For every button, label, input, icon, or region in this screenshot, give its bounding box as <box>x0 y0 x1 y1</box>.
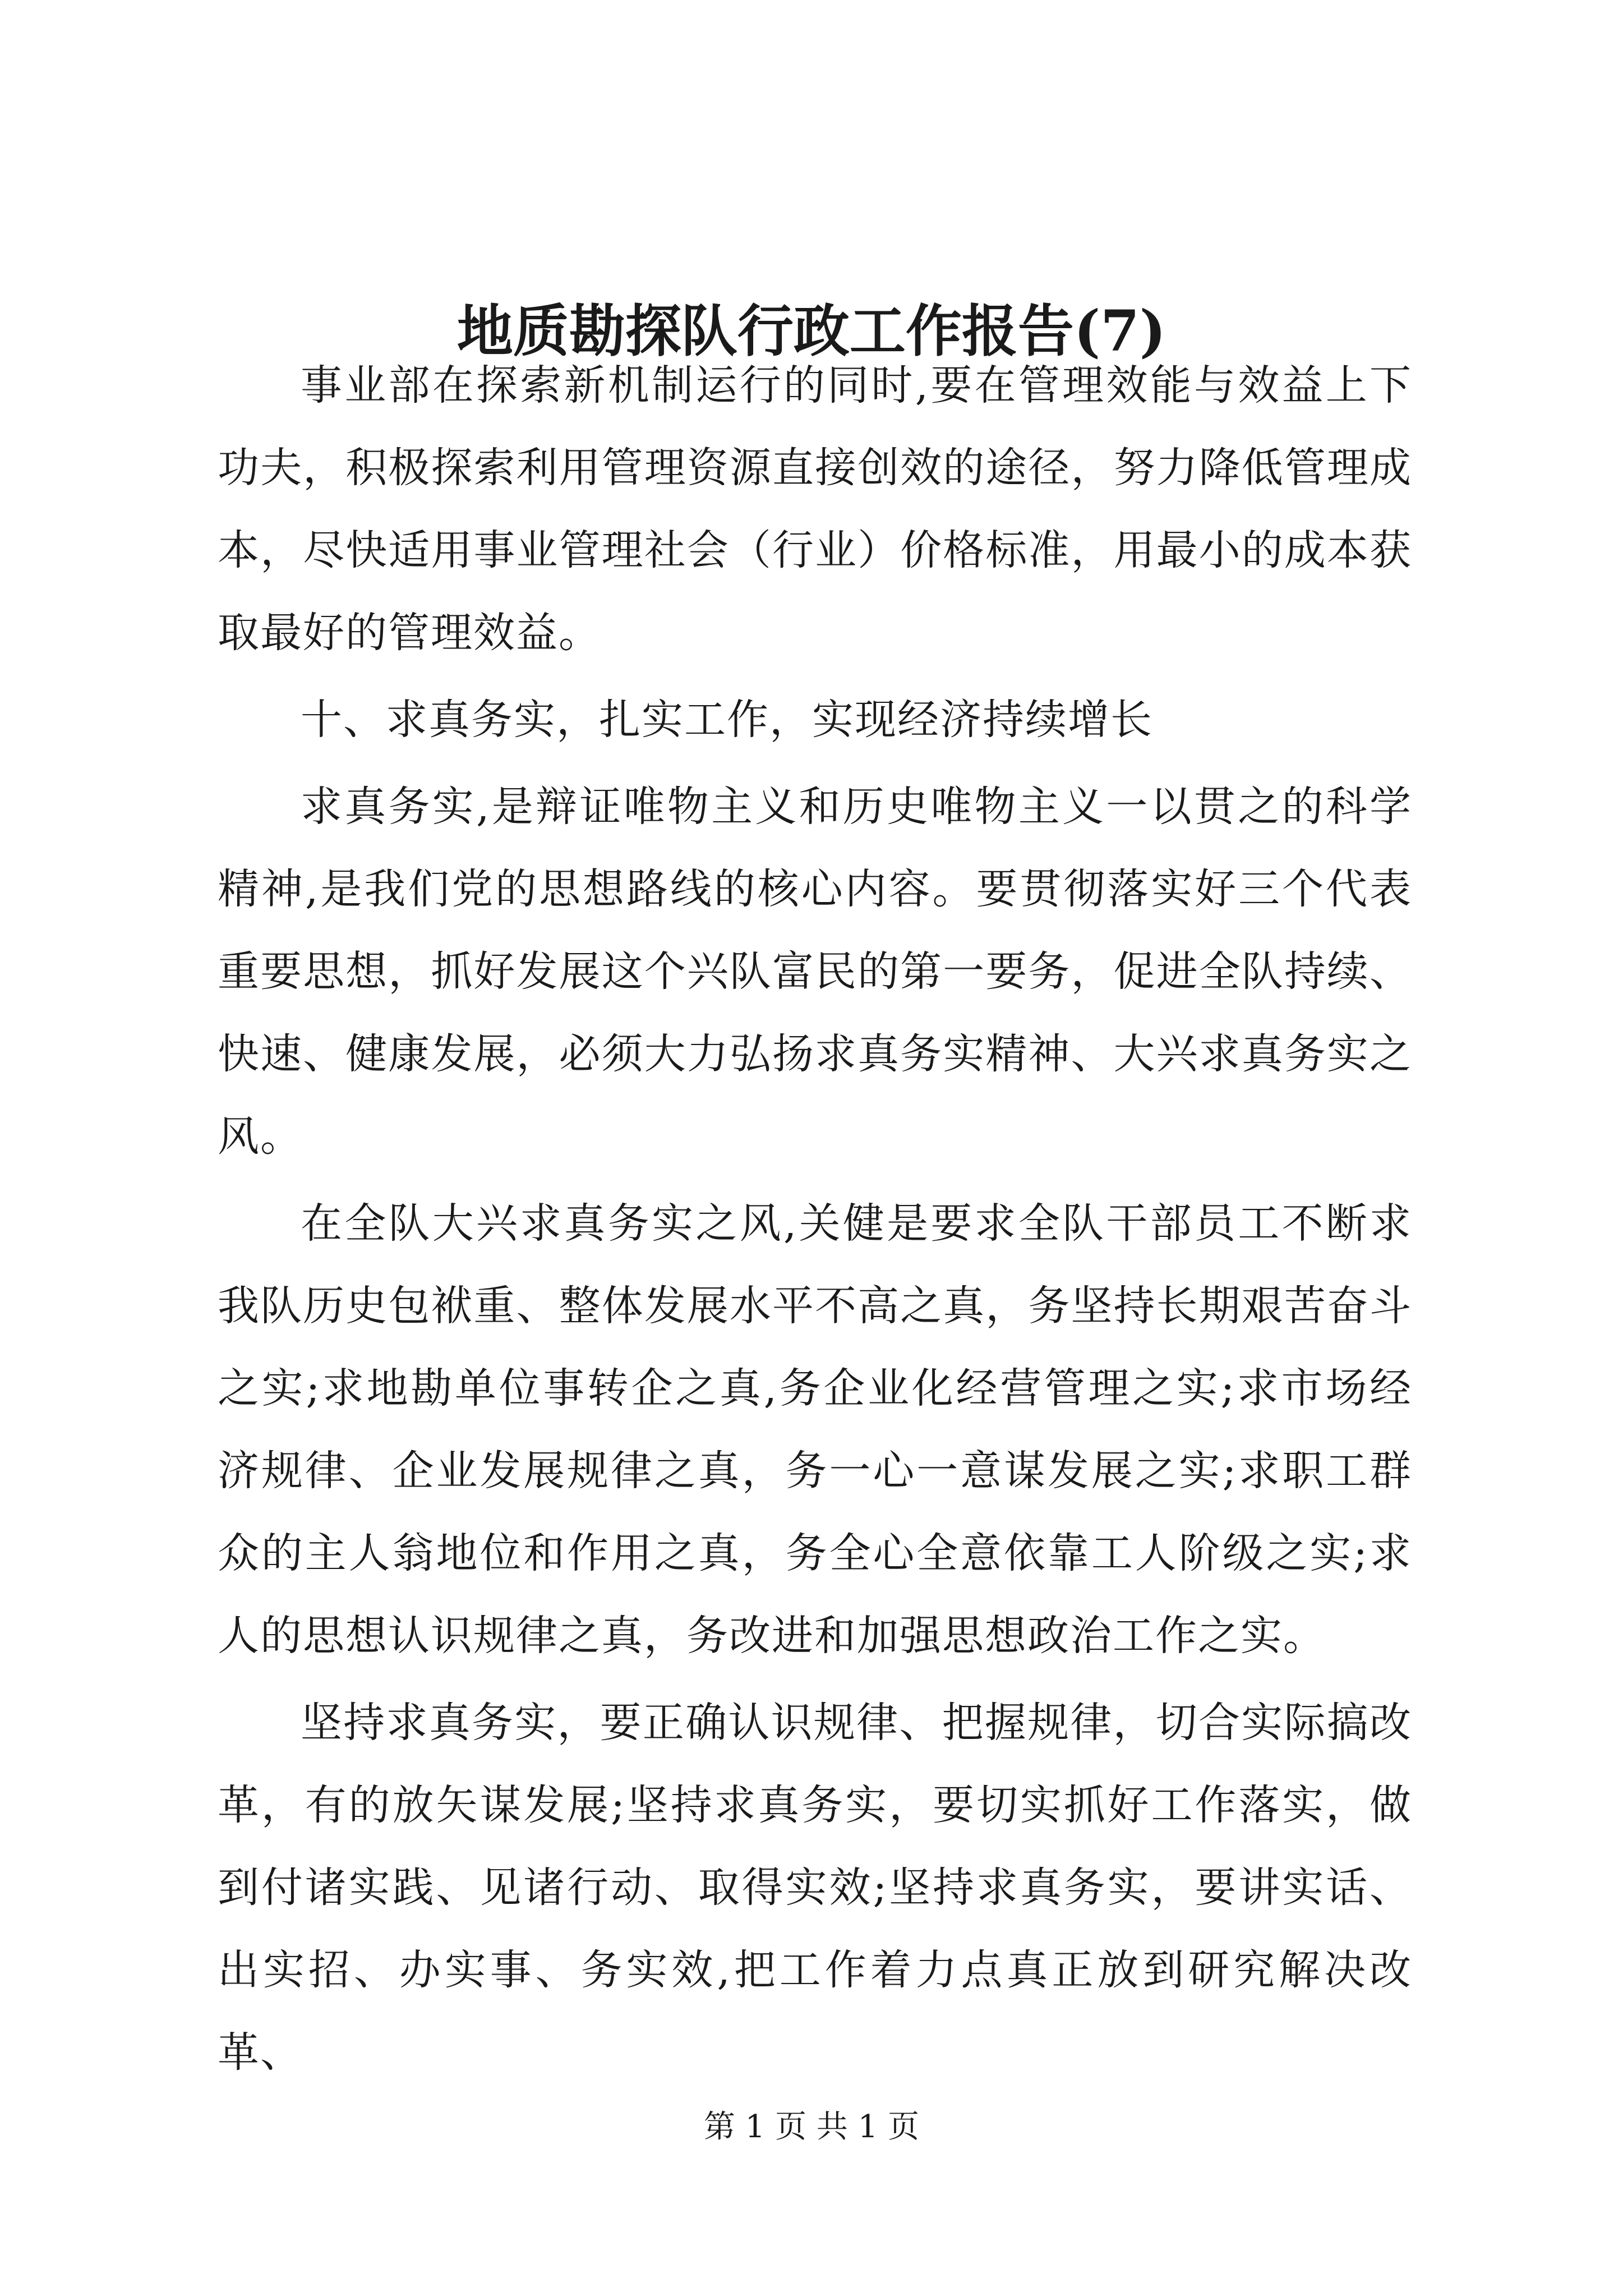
paragraph-management-efficiency: 事业部在探索新机制运行的同时,要在管理效能与效益上下功夫，积极探索利用管理资源直接创效的途径，努力降低管理成本，尽快适用事业管理社会（行业）价格标准，用最小的成本获取最好的管理效益。 <box>218 361 1412 657</box>
page-footer: 第 1 页 共 1 页 <box>703 2109 920 2145</box>
paragraph-adhere-practical: 坚持求真务实，要正确认识规律、把握规律，切合实际搞改革，有的放矢谋发展;坚持求真务实，要切实抓好工作落实，做到付诸实践、见诸行动、取得实效;坚持求真务实，要讲实话、出实招、办实事、务实效,把工作着力点真正放到研究解决改革、 <box>218 1699 1412 2077</box>
document-body <box>218 344 1412 2094</box>
document-title: 地质勘探队行政工作报告(7) <box>457 298 1166 364</box>
paragraph-whole-team: 在全队大兴求真务实之风,关健是要求全队干部员工不断求我队历史包袱重、整体发展水平不高之真，务坚持长期艰苦奋斗之实;求地勘单位事转企之真,务企业化经营管理之实;求市场经济规律、企业发展规律之真，务一心一意谋发展之实;求职工群众的主人翁地位和作用之真，务全心全意依靠工人阶级之实;求人的思想认识规律之真，务改进和加强思想政治工作之实。 <box>218 1199 1412 1660</box>
section-heading-10: 十、求真务实，扎实工作，实现经济持续增长 <box>301 696 1153 744</box>
paragraph-seek-truth: 求真务实,是辩证唯物主义和历史唯物主义一以贯之的科学精神,是我们党的思想路线的核心内容。要贯彻落实好三个代表重要思想，抓好发展这个兴队富民的第一要务，促进全队持续、快速、健康发展，必须大力弘扬求真务实精神、大兴求真务实之风。 <box>218 783 1412 1161</box>
